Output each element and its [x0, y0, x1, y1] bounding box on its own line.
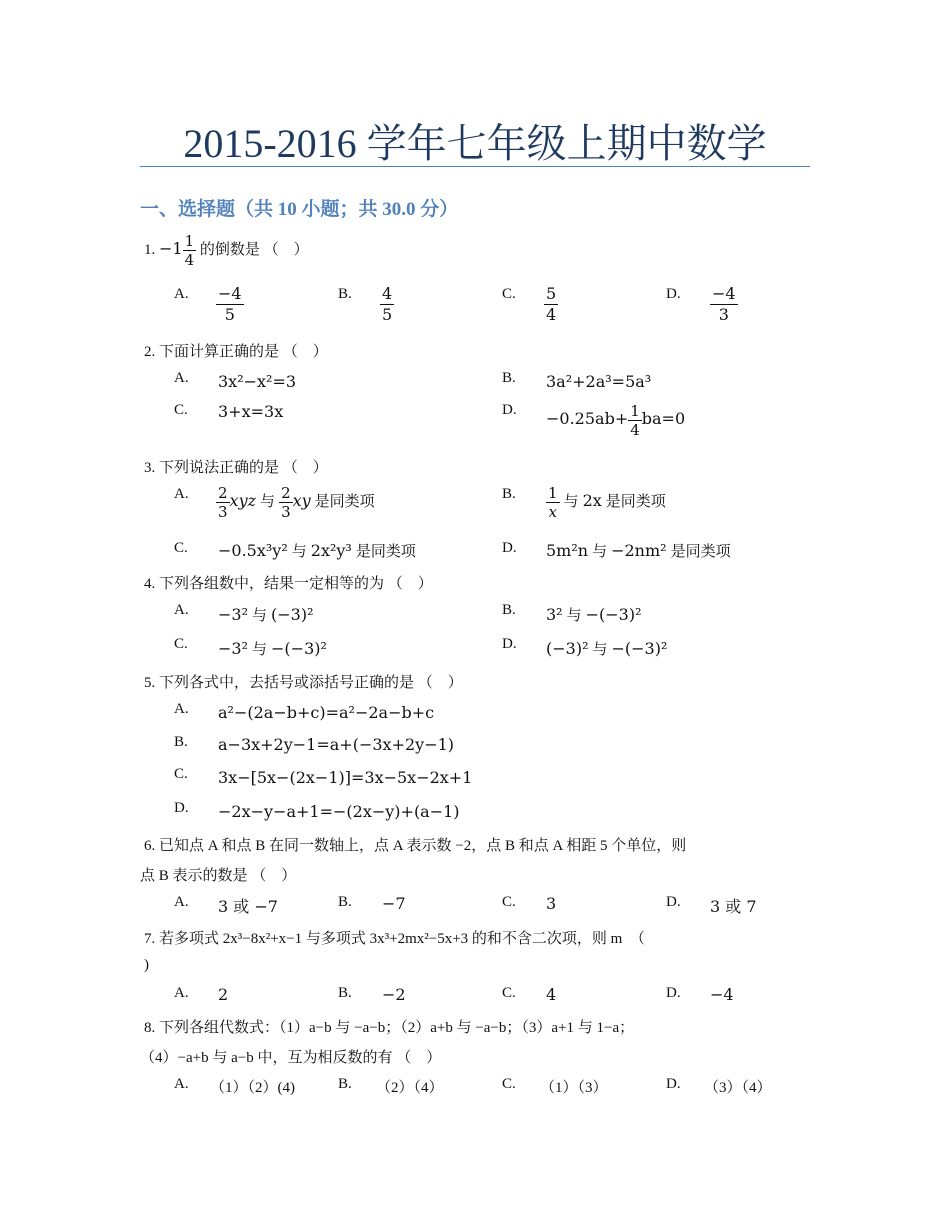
q8-option-a-value: （1）（2）(4): [210, 1080, 295, 1096]
q4-option-c[interactable]: C.: [174, 636, 188, 652]
q5-option-d[interactable]: D.: [174, 800, 189, 816]
q3-option-c-value: −0.5x³y² 与 2x²y³ 是同类项: [218, 541, 416, 560]
q8-option-a[interactable]: A.: [174, 1076, 189, 1092]
q4-option-c-value: −3² 与 −(−3)²: [218, 639, 327, 658]
q5-option-b[interactable]: B.: [174, 734, 188, 750]
q7-option-c-value: 4: [546, 985, 557, 1004]
q3-option-b[interactable]: B.: [502, 486, 516, 502]
q4-option-b-value: 3² 与 −(−3)²: [546, 605, 642, 624]
q7-option-d-value: −4: [710, 985, 734, 1004]
q2-option-d[interactable]: D.: [502, 402, 517, 418]
question-6-line-2: 点 B 表示的数是 （ ）: [140, 868, 297, 884]
q4-option-a-value: −3² 与 (−3)²: [218, 605, 314, 624]
question-1-whole: −1: [159, 238, 183, 258]
q1-option-b[interactable]: B.: [338, 286, 352, 302]
q5-option-c-value: 3x−[5x−(2x−1)]=3x−5x−2x+1: [218, 768, 473, 787]
question-3: 3. 下列说法正确的是 （ ）: [144, 460, 328, 476]
q6-option-a-value: 3 或 −7: [218, 897, 278, 916]
q7-option-a[interactable]: A.: [174, 985, 189, 1001]
question-1-number: 1.: [144, 241, 156, 258]
q7-option-c[interactable]: C.: [502, 985, 516, 1001]
q1-option-d[interactable]: D.: [666, 286, 681, 302]
question-1: [144, 232, 309, 269]
q3-option-c[interactable]: C.: [174, 540, 188, 556]
section-title: 一、选择题（共 10 小题；共 30.0 分）: [140, 199, 459, 220]
question-7-line-1: 7. 若多项式 2x³−8x²+x−1 与多项式 3x³+2mx²−5x+3 的和不含二次项，则 m （: [144, 931, 645, 947]
q3-option-a[interactable]: A.: [174, 486, 189, 502]
q6-option-d-value: 3 或 7: [710, 897, 757, 916]
question-7-line-2: ): [144, 957, 149, 973]
q4-option-d-value: (−3)² 与 −(−3)²: [546, 639, 668, 658]
q5-option-d-value: −2x−y−a+1=−(2x−y)+(a−1): [218, 802, 460, 821]
q8-option-c-value: （1）（3）: [540, 1080, 608, 1096]
question-2: 2. 下面计算正确的是 （ ）: [144, 344, 328, 360]
q8-option-b-value: （2）（4）: [376, 1080, 444, 1096]
question-8-line-1: 8. 下列各组代数式：（1）a−b 与 −a−b；（2）a+b 与 −a−b；（3）a+1 与 1−a；: [144, 1020, 635, 1036]
q7-option-b[interactable]: B.: [338, 985, 352, 1001]
q8-option-d[interactable]: D.: [666, 1076, 681, 1092]
page-title: 2015-2016 学年七年级上期中数学: [183, 121, 767, 166]
q6-option-c-value: 3: [546, 894, 557, 913]
q2-option-d-value: −0.25ab+ $\frac{1}{4}$ ba=0: [546, 402, 686, 439]
q7-option-a-value: 2: [218, 985, 229, 1004]
question-1-text: 的倒数是 （ ）: [199, 241, 309, 258]
q6-option-d[interactable]: D.: [666, 894, 681, 910]
q3-option-d-value: 5m²n 与 −2nm² 是同类项: [546, 541, 731, 560]
q6-option-b[interactable]: B.: [338, 894, 352, 910]
question-8-line-2: （4）−a+b 与 a−b 中，互为相反数的有 （ ）: [140, 1050, 442, 1066]
q4-option-b[interactable]: B.: [502, 602, 516, 618]
q4-option-a[interactable]: A.: [174, 602, 189, 618]
q3-option-a-value: $\frac{2}{3}$ xyz 与 $\frac{2}{3}$ xy 是同类项: [218, 484, 375, 521]
q2-option-b-value: 3a²+2a³=5a³: [546, 372, 652, 391]
question-5: 5. 下列各式中，去括号或添括号正确的是 （ ）: [144, 675, 463, 691]
q4-option-d[interactable]: D.: [502, 636, 517, 652]
q5-option-a-value: a²−(2a−b+c)=a²−2a−b+c: [218, 703, 435, 722]
question-1-fraction: $\frac{1}{4}$: [184, 232, 195, 269]
q5-option-b-value: a−3x+2y−1=a+(−3x+2y−1): [218, 735, 455, 754]
q1-option-a-value: $\frac{-4}{5}$: [218, 284, 242, 324]
q3-option-d[interactable]: D.: [502, 540, 517, 556]
q2-option-c[interactable]: C.: [174, 402, 188, 418]
q1-option-b-value: $\frac{4}{5}$: [382, 284, 393, 324]
question-4: 4. 下列各组数中，结果一定相等的为 （ ）: [144, 576, 433, 592]
q8-option-c[interactable]: C.: [502, 1076, 516, 1092]
q6-option-b-value: −7: [382, 894, 406, 913]
q1-option-c[interactable]: C.: [502, 286, 516, 302]
q3-option-b-value: $\frac{1}{x}$ 与 2x 是同类项: [548, 484, 666, 521]
q1-option-d-value: $\frac{-4}{3}$: [712, 284, 736, 324]
q6-option-a[interactable]: A.: [174, 894, 189, 910]
title-divider: [140, 166, 810, 167]
q1-option-a[interactable]: A.: [174, 286, 189, 302]
q2-option-a-value: 3x²−x²=3: [218, 372, 297, 391]
q2-option-c-value: 3+x=3x: [218, 402, 284, 421]
q2-option-a[interactable]: A.: [174, 370, 189, 386]
q5-option-c[interactable]: C.: [174, 766, 188, 782]
q6-option-c[interactable]: C.: [502, 894, 516, 910]
q7-option-b-value: −2: [382, 985, 406, 1004]
q5-option-a[interactable]: A.: [174, 701, 189, 717]
q8-option-d-value: （3）（4）: [704, 1080, 772, 1096]
q2-option-b[interactable]: B.: [502, 370, 516, 386]
q8-option-b[interactable]: B.: [338, 1076, 352, 1092]
question-6-line-1: 6. 已知点 A 和点 B 在同一数轴上，点 A 表示数 −2，点 B 和点 A 相距 5 个单位，则: [144, 838, 687, 854]
q7-option-d[interactable]: D.: [666, 985, 681, 1001]
q1-option-c-value: $\frac{5}{4}$: [546, 284, 557, 324]
